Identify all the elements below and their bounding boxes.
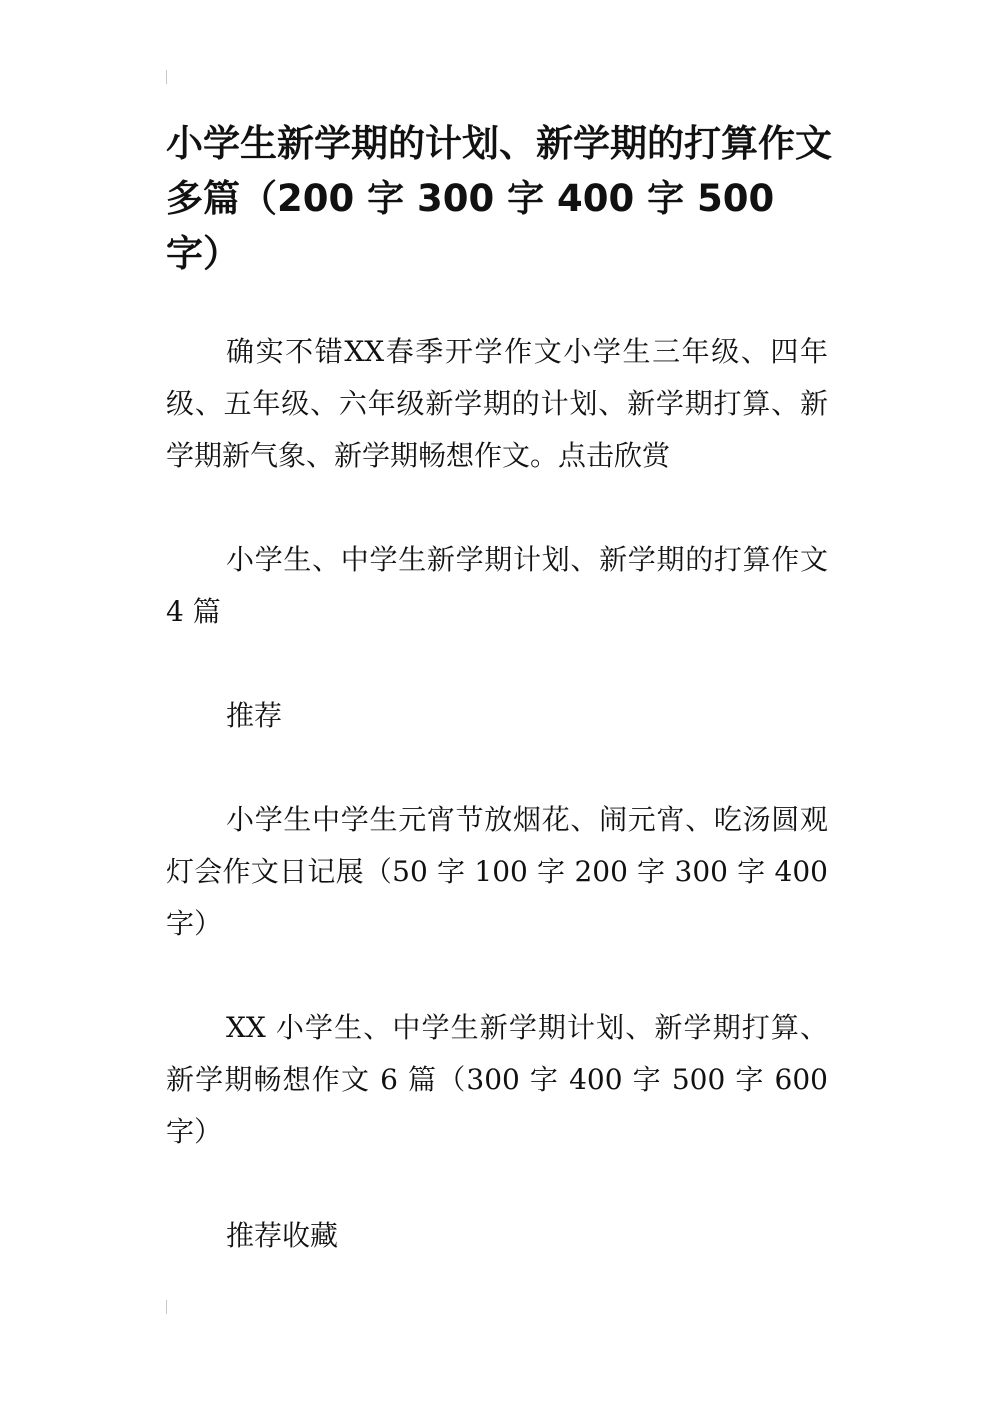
paragraph-article-link-1: 小学生、中学生新学期计划、新学期的打算作文 4 篇 [166, 543, 828, 628]
page-corner-mark-bottom [166, 1300, 167, 1314]
paragraph-article-link-2: 小学生中学生元宵节放烟花、闹元宵、吃汤圆观灯会作文日记展（50 字 100 字 200 字 300 字 400 字） [166, 803, 828, 940]
paragraph-article-link-3: XX 小学生、中学生新学期计划、新学期打算、新学期畅想作文 6 篇（300 字 400 字 500 字 600 字） [166, 1011, 828, 1148]
page-corner-mark-top [166, 70, 167, 84]
paragraph-recommend: 推荐 [226, 699, 283, 732]
document-title: 小学生新学期的计划、新学期的打算作文多篇（200 字 300 字 400 字 500 字） [166, 122, 832, 275]
document-body [166, 326, 828, 1314]
paragraph-intro: 确实不错XX春季开学作文小学生三年级、四年级、五年级、六年级新学期的计划、新学期打算、新学期新气象、新学期畅想作文。点击欣赏 [166, 335, 828, 472]
paragraph-recommend-favorite: 推荐收藏 [226, 1219, 339, 1252]
